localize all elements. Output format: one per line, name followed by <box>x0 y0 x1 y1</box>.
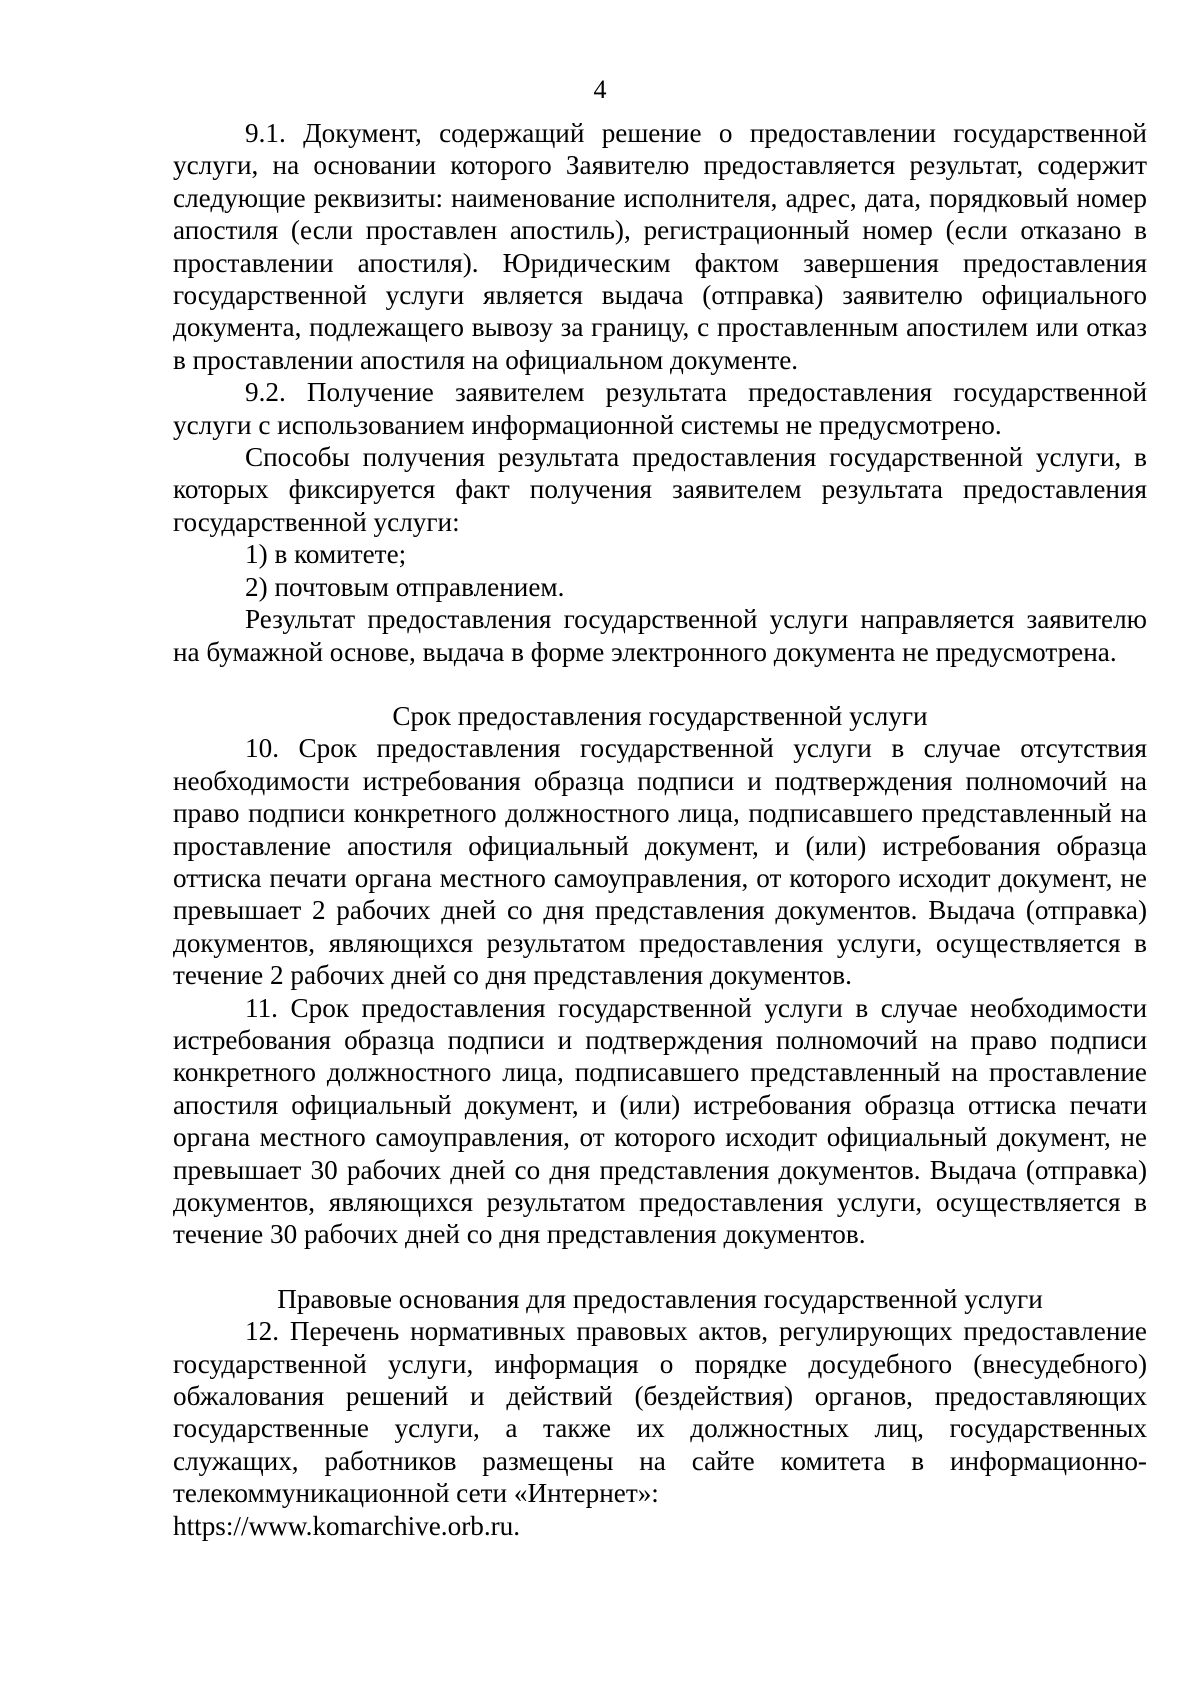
section-heading-term: Срок предоставления государственной услуги <box>392 700 928 731</box>
paragraph-11: 11. Срок предоставления государственной услуги в случае необходимости истребования образца подписи и подтверждения полномочий на право подписи конкретного должностного лица, подписавшего представленный на проставление апостиля официальный документ, и (или) истребования образца оттиска печати органа местного самоуправления, от которого исходит официальный документ, не превышает 30 рабочих дней со дня представления документов. Выдача (отправка) документов, являющихся результатом предоставления услуги, осуществляется в течение 30 рабочих дней со дня представления документов. <box>173 992 1147 1250</box>
paragraph-10: 10. Срок предоставления государственной услуги в случае отсутствия необходимости истребования образца подписи и подтверждения полномочий на право подписи конкретного должностного лица, подписавшего представленный на проставление апостиля официальный документ, и (или) истребования образца оттиска печати органа местного самоуправления, от которого исходит документ, не превышает 2 рабочих дней со дня представления документов. Выдача (отправка) документов, являющихся результатом предоставления услуги, осуществляется в течение 2 рабочих дней со дня представления документов. <box>173 733 1147 991</box>
paragraph-9-1: 9.1. Документ, содержащий решение о предоставлении государственной услуги, на основании которого Заявителю предоставляется результат, содержит следующие реквизиты: наименование исполнителя, адрес, дата, порядковый номер апостиля (если проставлен апостиль), регистрационный номер (если отказано в проставлении апостиля). Юридическим фактом завершения предоставления государственной услуги является выдача (отправка) заявителю официального документа, подлежащего вывозу за границу, с проставленным апостилем или отказ в проставлении апостиля на официальном документе. <box>173 118 1147 375</box>
section-gap <box>173 668 1147 700</box>
list-item-post: 2) почтовым отправлением. <box>245 571 565 602</box>
paragraph-9-2: 9.2. Получение заявителем результата предоставления государственной услуги с использованием информационной системы не предусмотрено. <box>173 377 1147 440</box>
paragraph-receipt-methods: Способы получения результата предоставления государственной услуги, в которых фиксируется факт получения заявителем результата предоставления государственной услуги: <box>173 442 1147 537</box>
paragraph-result-paper: Результат предоставления государственной услуги направляется заявителю на бумажной основе, выдача в форме электронного документа не предусмотрена. <box>173 604 1147 667</box>
website-link[interactable]: https://www.komarchive.orb.ru. <box>173 1510 521 1541</box>
paragraph-12: 12. Перечень нормативных правовых актов, регулирующих предоставление государственной услуги, информация о порядке досудебного (внесудебного) обжалования решений и действий (бездействия) органов, предоставляющих государственные услуги, а также их должностных лиц, государственных служащих, работников размещены на сайте комитета в информационно-телекоммуникационной сети «Интернет»: <box>173 1316 1147 1509</box>
page-number: 4 <box>593 75 607 104</box>
document-body <box>173 117 1147 1542</box>
list-item-committee: 1) в комитете; <box>245 539 407 570</box>
section-heading-legal: Правовые основания для предоставления государственной услуги <box>277 1283 1043 1314</box>
section-gap <box>173 1251 1147 1283</box>
